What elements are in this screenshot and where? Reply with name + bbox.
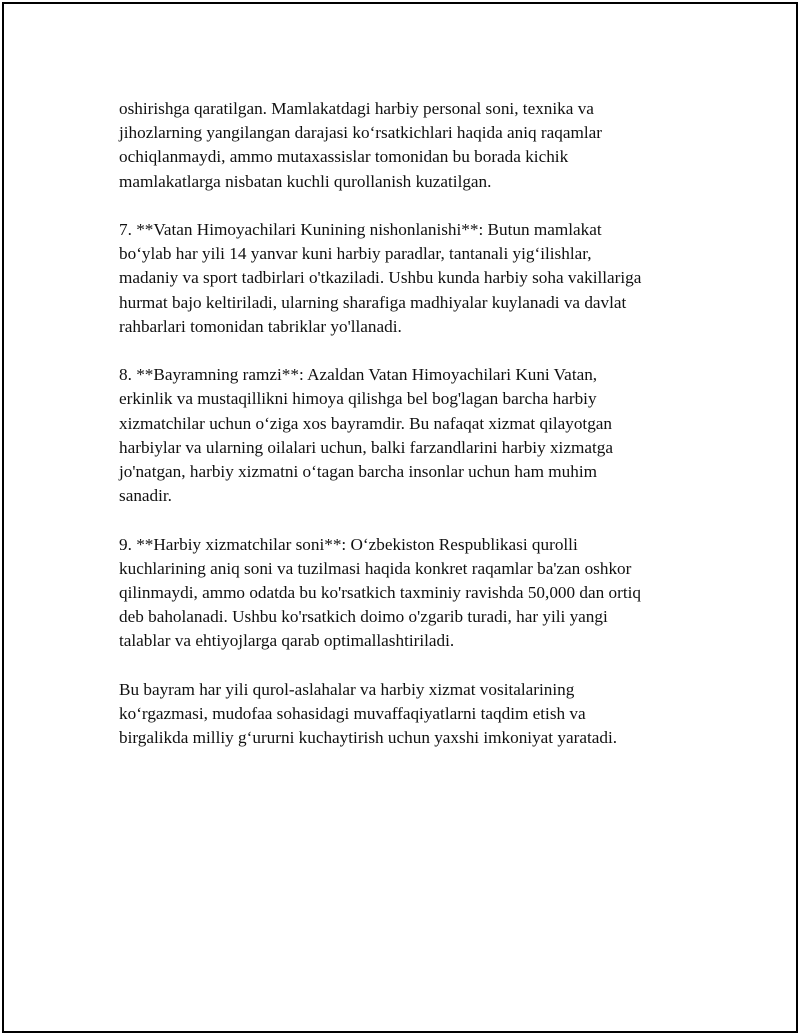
paragraph-item-8 [119, 363, 679, 508]
text-line: erkinlik va mustaqillikni himoya qilishga bel bog'lagan barcha harbiy [119, 389, 597, 409]
paragraph-item-9 [119, 533, 679, 654]
text-line: xizmatchilar uchun o‘ziga xos bayramdir. Bu nafaqat xizmat qilayotgan [119, 413, 613, 433]
document-body [119, 97, 679, 775]
text-line: 9. **Harbiy xizmatchilar soni**: O‘zbekiston Respublikasi qurolli [119, 534, 578, 554]
paragraph-conclusion [119, 678, 679, 751]
paragraph-intro-continuation [119, 97, 679, 194]
text-line: kuchlarining aniq soni va tuzilmasi haqida konkret raqamlar ba'zan oshkor [119, 558, 632, 578]
text-line: oshirishga qaratilgan. Mamlakatdagi harbiy personal soni, texnika va [119, 99, 594, 118]
paragraph-item-7 [119, 218, 679, 339]
text-line: ko‘rgazmasi, mudofaa sohasidagi muvaffaqiyatlarni taqdim etish va [119, 704, 586, 724]
text-line: jo'natgan, harbiy xizmatni o‘tagan barcha insonlar uchun ham muhim [119, 462, 598, 482]
text-line: ochiqlanmaydi, ammo mutaxassislar tomonidan bu borada kichik [119, 147, 569, 167]
text-line: bo‘ylab har yili 14 yanvar kuni harbiy paradlar, tantanali yig‘ilishlar, [119, 244, 592, 264]
text-line: Bu bayram har yili qurol-aslahalar va harbiy xizmat vositalarining [119, 679, 575, 699]
text-line: jihozlarning yangilangan darajasi ko‘rsatkichlari haqida aniq raqamlar [119, 123, 602, 143]
text-line: hurmat bajo keltiriladi, ularning sharafiga madhiyalar kuylanadi va davlat [119, 292, 627, 312]
document-page [2, 2, 798, 1033]
text-line: qilinmaydi, ammo odatda bu ko'rsatkich taxminiy ravishda 50,000 dan ortiq [119, 583, 641, 603]
text-line: madaniy va sport tadbirlari o'tkaziladi. Ushbu kunda harbiy soha vakillariga [119, 268, 642, 288]
text-line: rahbarlari tomonidan tabriklar yo'llanadi. [119, 316, 402, 336]
text-line: deb baholanadi. Ushbu ko'rsatkich doimo o'zgarib turadi, har yili yangi [119, 607, 608, 627]
text-line: harbiylar va ularning oilalari uchun, balki farzandlarini harbiy xizmatga [119, 437, 613, 457]
text-line: talablar va ehtiyojlarga qarab optimallashtiriladi. [119, 631, 455, 651]
text-line: sanadir. [119, 486, 172, 506]
text-line: 7. **Vatan Himoyachilari Kunining nishonlanishi**: Butun mamlakat [119, 220, 602, 239]
text-line: 8. **Bayramning ramzi**: Azaldan Vatan Himoyachilari Kuni Vatan, [119, 365, 598, 385]
text-line: birgalikda milliy g‘ururni kuchaytirish uchun yaxshi imkoniyat yaratadi. [119, 728, 618, 748]
text-line: mamlakatlarga nisbatan kuchli qurollanish kuzatilgan. [119, 171, 492, 191]
